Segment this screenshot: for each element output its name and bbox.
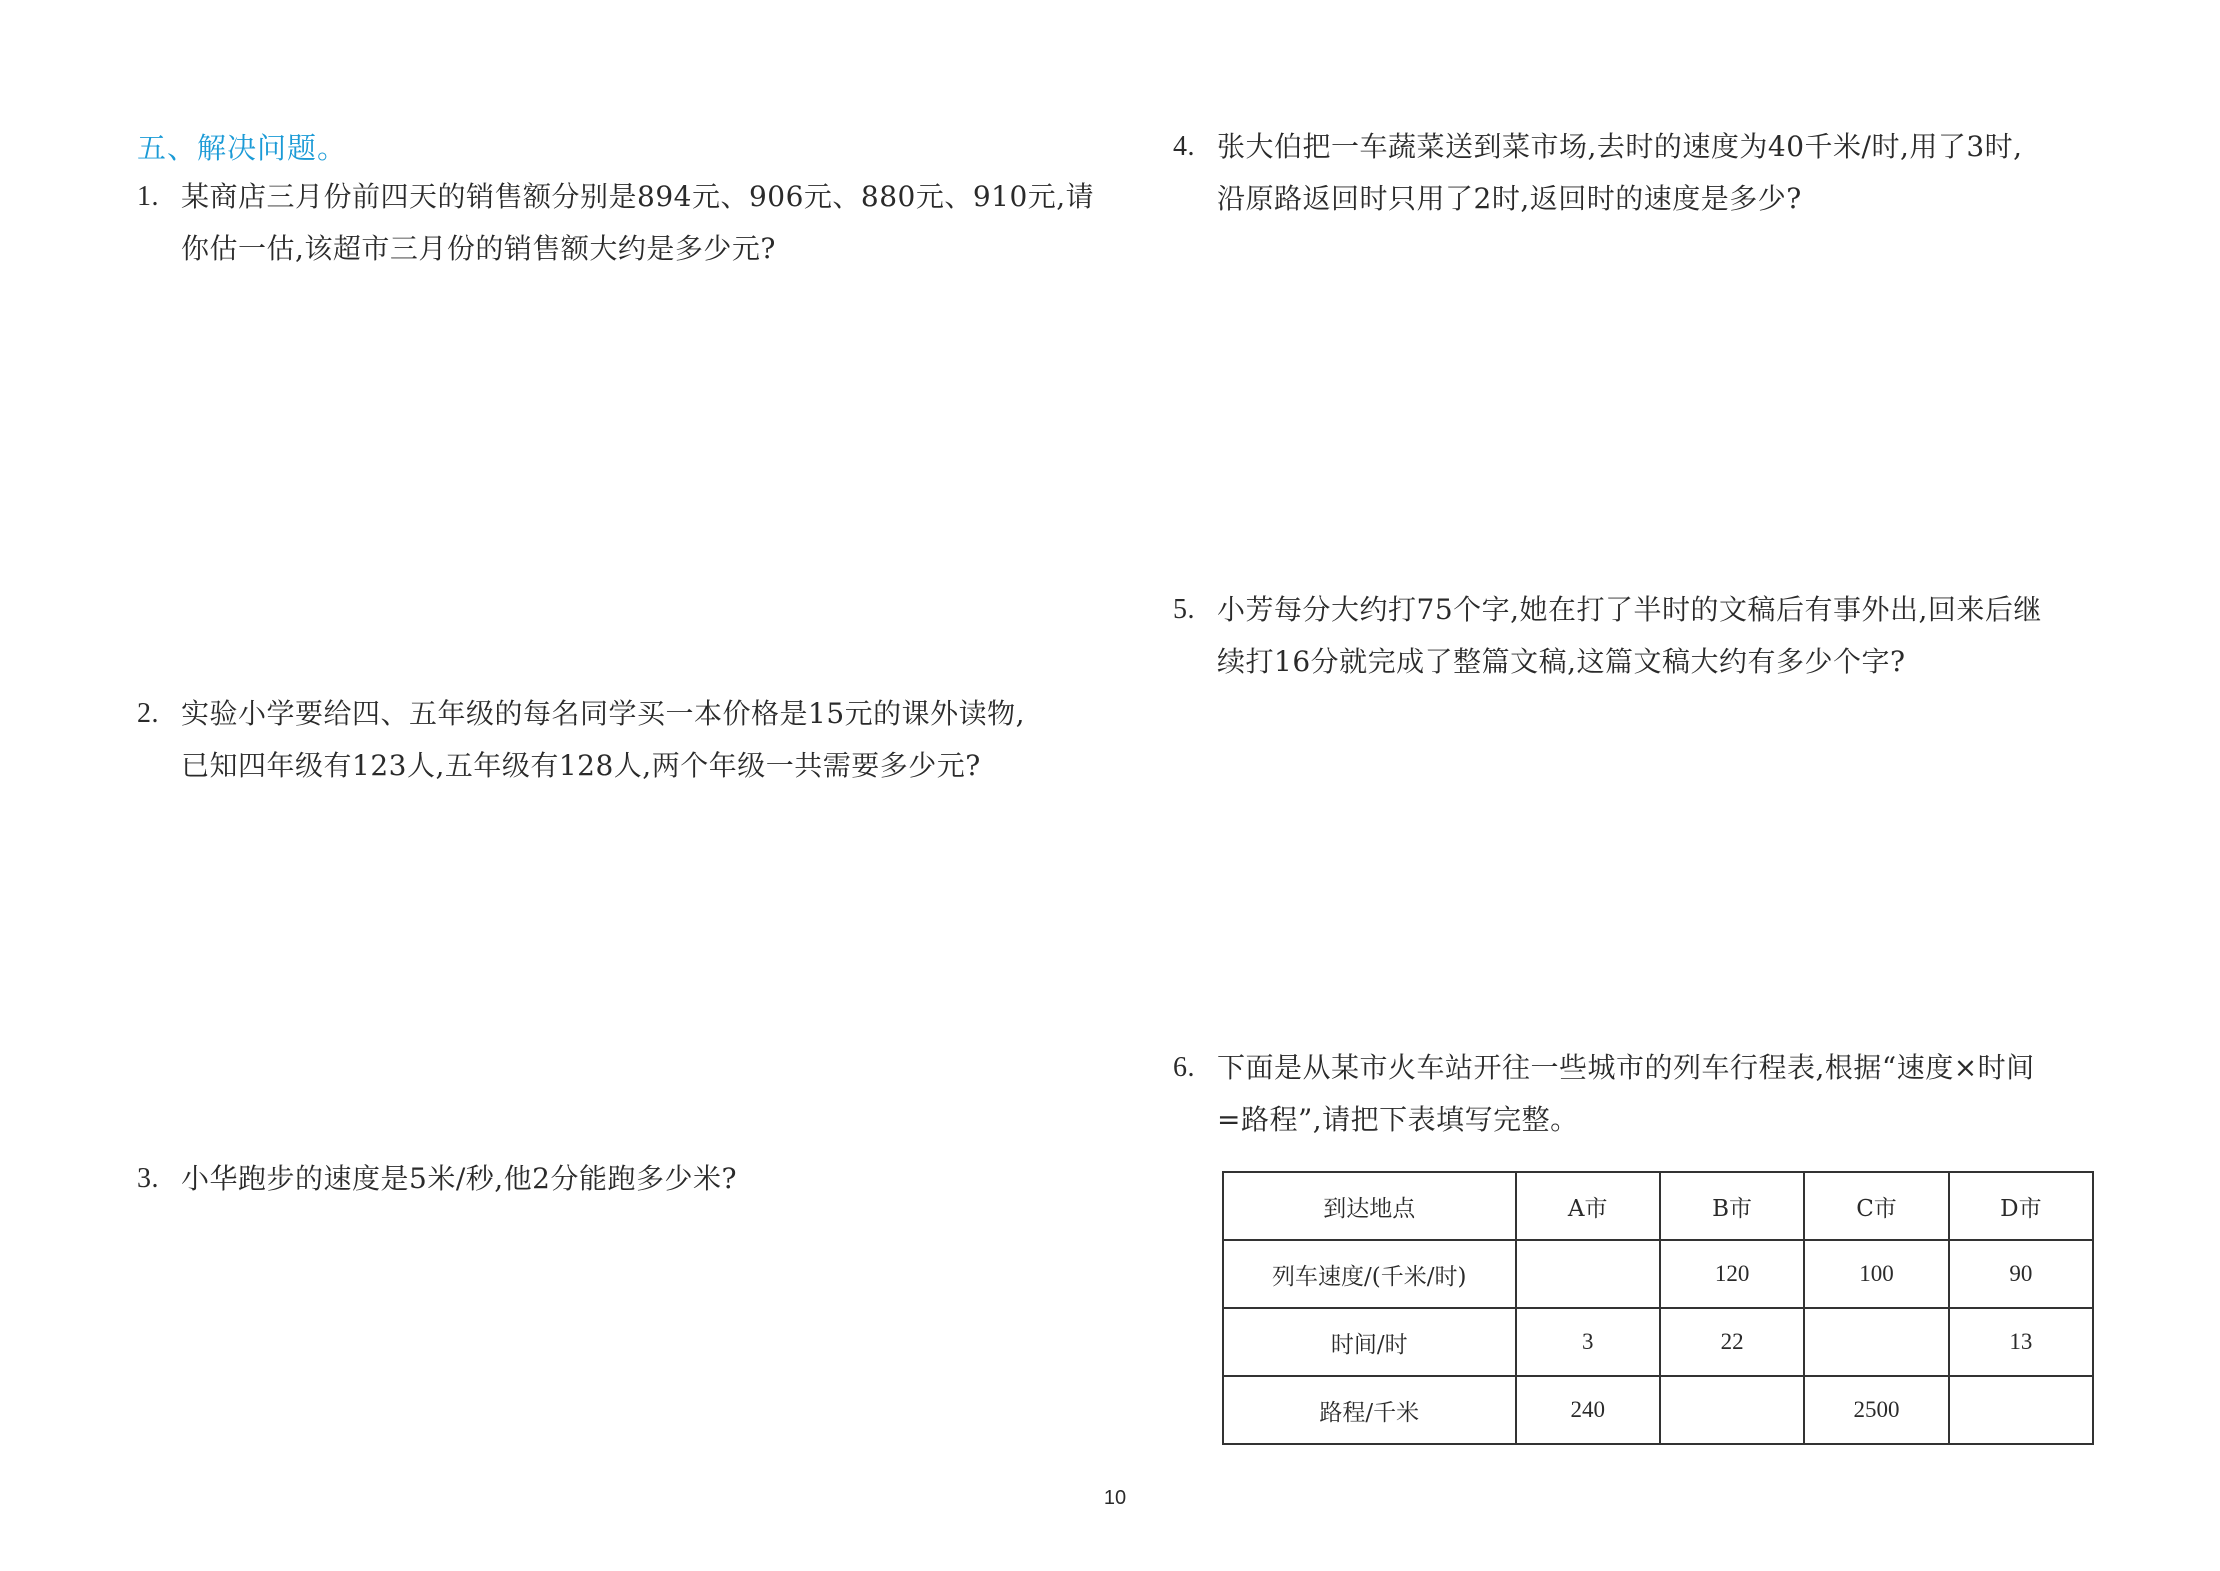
table-cell: 240 (1516, 1376, 1660, 1444)
question-text-line: 小华跑步的速度是5米/秒,他2分能跑多少米? (181, 1162, 737, 1195)
question-text-line: 张大伯把一车蔬菜送到菜市场,去时的速度为40千米/时,用了3时, (1217, 130, 2023, 163)
table-cell: 路程/千米 (1223, 1376, 1516, 1444)
table-cell: 120 (1660, 1240, 1804, 1308)
question-text-line: 实验小学要给四、五年级的每名同学买一本价格是15元的课外读物, (181, 697, 1026, 730)
question-text-line: =路程”,请把下表填写完整。 (1217, 1103, 1579, 1136)
section-title: 五、解决问题。 (137, 131, 348, 165)
table-cell: 2500 (1804, 1376, 1949, 1444)
question-number: 6. (1173, 1052, 1195, 1083)
table-cell: B市 (1660, 1172, 1804, 1240)
train-schedule-table (1222, 1171, 2094, 1445)
table-cell: 时间/时 (1223, 1308, 1516, 1376)
table-cell: 13 (1949, 1308, 2093, 1376)
page-number: 10 (1103, 1487, 1127, 1509)
question-text-line: 续打16分就完成了整篇文稿,这篇文稿大约有多少个字? (1217, 645, 1906, 678)
question-1 (137, 171, 1094, 275)
table-row-speed (1223, 1240, 2093, 1308)
table-row-distance (1223, 1376, 2093, 1444)
question-number: 5. (1173, 594, 1195, 625)
question-number: 1. (137, 181, 159, 212)
question-number: 3. (137, 1163, 159, 1194)
table-cell: 90 (1949, 1240, 2093, 1308)
table-cell: A市 (1516, 1172, 1660, 1240)
question-number: 2. (137, 698, 159, 729)
table-cell: 100 (1804, 1240, 1949, 1308)
question-4 (1173, 121, 2023, 225)
question-number: 4. (1173, 131, 1195, 162)
question-text-line: 下面是从某市火车站开往一些城市的列车行程表,根据“速度×时间 (1217, 1051, 2035, 1084)
table-cell-blank (1516, 1240, 1660, 1308)
table-cell: 3 (1516, 1308, 1660, 1376)
table-cell: C市 (1804, 1172, 1949, 1240)
question-3 (137, 1153, 737, 1205)
question-text-line: 某商店三月份前四天的销售额分别是894元、906元、880元、910元,请 (181, 180, 1095, 213)
table-cell: 列车速度/(千米/时) (1223, 1240, 1516, 1308)
table-cell-blank (1949, 1376, 2093, 1444)
table-row-destination (1223, 1172, 2093, 1240)
question-5 (1173, 584, 2042, 688)
question-text-line: 你估一估,该超市三月份的销售额大约是多少元? (181, 232, 776, 265)
question-6 (1173, 1042, 2035, 1146)
table-row-time (1223, 1308, 2093, 1376)
question-2 (137, 688, 1025, 792)
table-cell: D市 (1949, 1172, 2093, 1240)
question-text-line: 已知四年级有123人,五年级有128人,两个年级一共需要多少元? (181, 749, 981, 782)
table-cell-blank (1660, 1376, 1804, 1444)
table-cell: 22 (1660, 1308, 1804, 1376)
table-cell: 到达地点 (1223, 1172, 1516, 1240)
question-text-line: 沿原路返回时只用了2时,返回时的速度是多少? (1217, 182, 1802, 215)
question-text-line: 小芳每分大约打75个字,她在打了半时的文稿后有事外出,回来后继 (1217, 593, 2042, 626)
table-cell-blank (1804, 1308, 1949, 1376)
